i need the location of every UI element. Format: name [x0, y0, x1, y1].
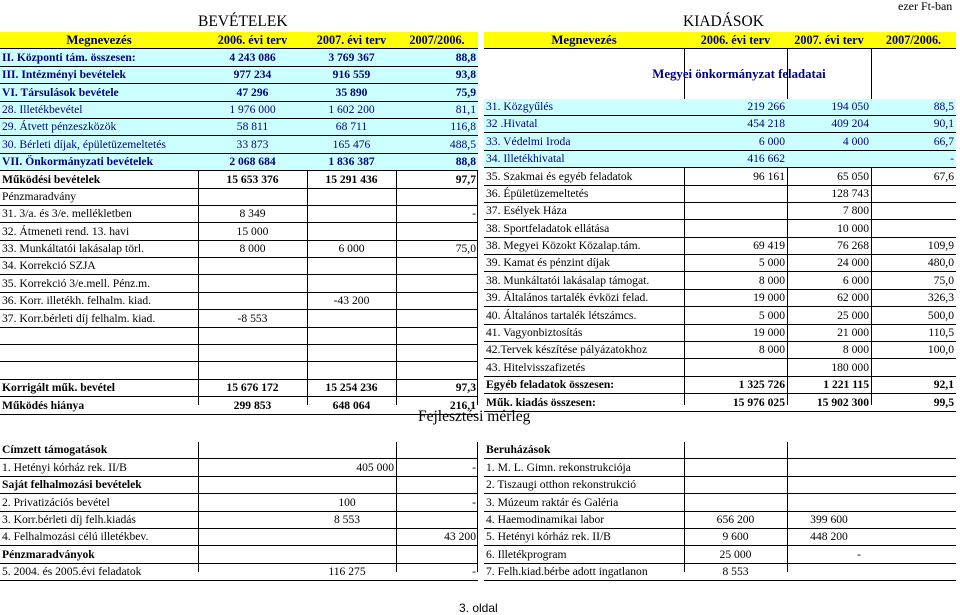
row-value-2006: 219 266 — [684, 99, 787, 116]
table-row — [484, 394, 956, 411]
table-row — [0, 118, 478, 135]
row-value-2007 — [787, 459, 871, 476]
page-number: 3. oldal — [459, 601, 498, 615]
table-row — [0, 66, 478, 83]
row-value-2007: 62 000 — [787, 289, 871, 306]
row-value-2006: 8 349 — [198, 205, 307, 222]
row-name: Korrigált műk. bevétel — [0, 379, 198, 396]
col-header-ratio: 2007/2006. — [396, 32, 478, 49]
table-row — [0, 528, 478, 545]
row-value-2007: -43 200 — [307, 292, 396, 309]
row-value-ratio: 92,1 — [871, 376, 956, 393]
row-value-2007 — [307, 188, 396, 205]
row-value-2007: 43 200 — [396, 528, 478, 545]
row-value-ratio: 67,6 — [871, 168, 956, 185]
row-value-2007: 1 221 115 — [787, 376, 871, 393]
row-value-2007: 128 743 — [787, 185, 871, 202]
row-name: 33. Védelmi Iroda — [484, 133, 684, 150]
row-value-2007: - — [396, 459, 478, 476]
row-value-2006: 1 325 726 — [684, 376, 787, 393]
row-value-2007: 10 000 — [787, 220, 871, 237]
row-value-ratio: 480,0 — [871, 255, 956, 272]
row-value-2006: 58 811 — [198, 118, 307, 135]
row-value-2007: 165 476 — [307, 136, 396, 153]
row-value-ratio — [396, 188, 478, 205]
col-header-ratio: 2007/2006. — [871, 32, 956, 49]
row-name: Saját felhalmozási bevételek — [0, 476, 298, 493]
row-value-ratio: 88,8 — [396, 49, 478, 66]
row-value-2006 — [298, 546, 396, 563]
row-value-2007: 6 000 — [787, 272, 871, 289]
row-name: 2. Privatizációs bevétel — [0, 494, 298, 511]
row-value-ratio: 109,9 — [871, 237, 956, 254]
row-value-ratio: 75,0 — [871, 272, 956, 289]
row-value-2007: 15 254 236 — [307, 379, 396, 396]
row-name: 3. Múzeum raktár és Galéria — [484, 494, 684, 511]
row-value-2006 — [684, 359, 787, 376]
row-value-ratio: 500,0 — [871, 307, 956, 324]
row-name: 1. M. L. Gimn. rekonstrukciója — [484, 459, 684, 476]
row-value-2006 — [198, 327, 307, 344]
table-row — [484, 494, 956, 511]
row-value-ratio — [396, 223, 478, 240]
row-value-2007: 8 000 — [787, 342, 871, 359]
table-row — [0, 362, 478, 379]
row-name: Műk. kiadás összesen: — [484, 394, 684, 411]
row-value-2006 — [684, 220, 787, 237]
row-value-2007: - — [396, 563, 478, 580]
row-value-2007 — [307, 310, 396, 327]
row-value-2007 — [396, 476, 478, 493]
row-name: 38. Sportfeladatok ellátása — [484, 220, 684, 237]
kiadasok-title: KIADÁSOK — [683, 13, 764, 30]
col-header-2007: 2007. évi terv — [307, 32, 396, 49]
row-value-2007 — [787, 150, 871, 167]
table-row — [484, 511, 956, 528]
row-value-2006: 100 — [298, 494, 396, 511]
row-value-2006: 416 662 — [684, 150, 787, 167]
table-row — [0, 397, 478, 414]
row-name: 7. Felh.kiad.bérbe adott ingatlanon — [484, 563, 684, 580]
row-name: III. Intézményi bevételek — [0, 66, 198, 83]
table-row — [484, 133, 956, 150]
row-value-2007: 4 000 — [787, 133, 871, 150]
row-name: 30. Bérleti díjak, épületüzemeltetés — [0, 136, 198, 153]
row-name: 4. Felhalmozási célú illetékbev. — [0, 528, 298, 545]
row-value-2006: 656 200 — [684, 511, 787, 528]
row-value-ratio: 97,3 — [396, 379, 478, 396]
table-row — [0, 310, 478, 327]
row-value-2007: - — [396, 494, 478, 511]
row-name: 37. Korr.bérleti díj felhalm. kiad. — [0, 310, 198, 327]
row-value-2006 — [684, 185, 787, 202]
row-value-2007: 409 204 — [787, 115, 871, 132]
table-row — [0, 101, 478, 118]
row-value-ratio — [396, 327, 478, 344]
table-row — [484, 307, 956, 324]
table-row — [484, 150, 956, 167]
table-row — [0, 205, 478, 222]
row-value-2007: 15 291 436 — [307, 171, 396, 188]
row-value-ratio: 93,8 — [396, 66, 478, 83]
row-value-2007 — [307, 362, 396, 379]
table-row — [484, 528, 956, 545]
row-name: II. Központi tám. összesen: — [0, 49, 198, 66]
row-name: 39. Kamat és pénzint díjak — [484, 255, 684, 272]
row-value-2006: 96 161 — [684, 168, 787, 185]
row-name: 38. Munkáltatói lakásalap támogat. — [484, 272, 684, 289]
table-row — [484, 376, 956, 393]
row-value-2006 — [198, 292, 307, 309]
table-row — [484, 99, 956, 116]
row-value-ratio: 116,8 — [396, 118, 478, 135]
row-name: Pénzmaradványok — [0, 546, 298, 563]
row-value-2007: 399 600 — [787, 511, 871, 528]
row-value-ratio: 97,7 — [396, 171, 478, 188]
row-value-ratio: 488,5 — [396, 136, 478, 153]
table-row — [0, 49, 478, 66]
row-value-2006: 6 000 — [684, 133, 787, 150]
table-row — [0, 327, 478, 344]
row-name: 31. Közgyűlés — [484, 99, 684, 116]
row-value-2006: 8 553 — [298, 511, 396, 528]
bevetelek-title: BEVÉTELEK — [198, 13, 288, 30]
table-row — [0, 546, 478, 563]
row-name: 3. Korr.bérleti díj felh.kiadás — [0, 511, 298, 528]
row-value-ratio: - — [871, 150, 956, 167]
row-value-ratio — [871, 359, 956, 376]
row-name: 37. Esélyek Háza — [484, 202, 684, 219]
table-row — [484, 168, 956, 185]
row-value-2006: 25 000 — [684, 546, 787, 563]
row-value-2006 — [684, 459, 787, 476]
row-value-2007 — [307, 327, 396, 344]
row-value-2006 — [198, 275, 307, 292]
row-value-2007: - — [787, 546, 871, 563]
row-name: Pénzmaradvány — [0, 188, 198, 205]
col-header-name: Megnevezés — [0, 32, 198, 49]
row-value-2006: 2 068 684 — [198, 153, 307, 170]
row-name: 32 .Hivatal — [484, 115, 684, 132]
row-value-2006 — [684, 442, 787, 459]
row-value-2007 — [396, 442, 478, 459]
row-value-2007: 1 602 200 — [307, 101, 396, 118]
row-value-2006: 9 600 — [684, 528, 787, 545]
fejlesztesi-right-table — [484, 442, 956, 581]
row-name: 39. Általános tartalék évközi felad. — [484, 289, 684, 306]
row-value-2006: 1 976 000 — [198, 101, 307, 118]
row-name: Beruházások — [484, 442, 684, 459]
table-row — [484, 459, 956, 476]
row-value-2006: 69 419 — [684, 237, 787, 254]
row-value-2006: 15 676 172 — [198, 379, 307, 396]
row-value-2007: 448 200 — [787, 528, 871, 545]
row-value-ratio: 75,0 — [396, 240, 478, 257]
row-value-2006: 299 853 — [198, 397, 307, 414]
row-value-2006 — [298, 442, 396, 459]
col-header-2007: 2007. évi terv — [787, 32, 871, 49]
row-name: 5. Hetényi kórház rek. II/B — [484, 528, 684, 545]
row-name — [0, 345, 198, 362]
row-value-ratio: 88,8 — [396, 153, 478, 170]
row-name: 1. Hetényi kórház rek. II/B — [0, 459, 298, 476]
row-value-2006: 15 653 376 — [198, 171, 307, 188]
row-value-2006: 8 553 — [684, 563, 787, 580]
kiadasok-table — [484, 32, 956, 412]
row-value-2006: 977 234 — [198, 66, 307, 83]
row-value-2007 — [307, 345, 396, 362]
subheader-megyei: Megyei önkormányzat feladatai — [652, 67, 826, 82]
row-value-2007: 68 711 — [307, 118, 396, 135]
row-value-ratio: 216,1 — [396, 397, 478, 414]
row-name: 34. Korrekció SZJA — [0, 258, 198, 275]
row-value-2006: 15 000 — [198, 223, 307, 240]
row-name: 5. 2004. és 2005.évi feladatok — [0, 563, 298, 580]
fejlesztesi-merleg-title: Fejlesztési mérleg — [418, 408, 531, 425]
currency-unit: ezer Ft-ban — [898, 0, 953, 13]
row-name: 35. Korrekció 3/e.mell. Pénz.m. — [0, 275, 198, 292]
row-name: VII. Önkormányzati bevételek — [0, 153, 198, 170]
row-name: 40. Általános tartalék létszámcs. — [484, 307, 684, 324]
row-name — [0, 327, 198, 344]
row-value-ratio — [871, 202, 956, 219]
row-name — [0, 362, 198, 379]
row-value-2006: 5 000 — [684, 255, 787, 272]
row-name: 32. Átmeneti rend. 13. havi — [0, 223, 198, 240]
row-value-2007: 25 000 — [787, 307, 871, 324]
table-row — [484, 185, 956, 202]
table-row — [0, 292, 478, 309]
row-value-ratio — [396, 345, 478, 362]
row-value-2007: 76 268 — [787, 237, 871, 254]
row-value-2007 — [787, 476, 871, 493]
row-value-2006 — [198, 188, 307, 205]
left-header-row — [0, 32, 478, 49]
row-value-2006: 116 275 — [298, 563, 396, 580]
row-value-2007: 3 769 367 — [307, 49, 396, 66]
table-row — [484, 342, 956, 359]
row-value-2007 — [307, 223, 396, 240]
row-value-2007 — [396, 546, 478, 563]
table-row — [0, 153, 478, 170]
row-value-2006: 47 296 — [198, 84, 307, 101]
table-row — [0, 275, 478, 292]
table-row — [0, 136, 478, 153]
fejlesztesi-left-table — [0, 442, 478, 581]
row-value-2006 — [198, 345, 307, 362]
row-value-2006: 15 976 025 — [684, 394, 787, 411]
row-value-ratio: 99,5 — [871, 394, 956, 411]
row-name: 36. Épületüzemeltetés — [484, 185, 684, 202]
table-row — [0, 84, 478, 101]
row-value-ratio — [871, 185, 956, 202]
col-header-2006: 2006. évi terv — [198, 32, 307, 49]
row-name: Működési bevételek — [0, 171, 198, 188]
table-row — [484, 289, 956, 306]
row-value-2006: 454 218 — [684, 115, 787, 132]
row-value-2007 — [787, 442, 871, 459]
row-value-ratio — [396, 258, 478, 275]
right-header-row — [484, 32, 956, 49]
row-name: 34. Illetékhivatal — [484, 150, 684, 167]
row-name: 31. 3/a. és 3/e. mellékletben — [0, 205, 198, 222]
row-name: 38. Megyei Közokt Közalap.tám. — [484, 237, 684, 254]
row-value-2007 — [787, 494, 871, 511]
row-value-2007: 21 000 — [787, 324, 871, 341]
row-value-2007: 65 050 — [787, 168, 871, 185]
row-value-2007: 24 000 — [787, 255, 871, 272]
row-value-ratio: 75,9 — [396, 84, 478, 101]
row-value-2006 — [198, 258, 307, 275]
table-row — [0, 188, 478, 205]
row-value-2006 — [684, 494, 787, 511]
row-value-2006 — [298, 528, 396, 545]
row-value-ratio: 90,1 — [871, 115, 956, 132]
row-value-2006: 4 243 086 — [198, 49, 307, 66]
table-row — [0, 511, 478, 528]
table-row — [0, 345, 478, 362]
row-name: 42.Tervek készítése pályázatokhoz — [484, 342, 684, 359]
table-row — [484, 115, 956, 132]
row-value-2006: 19 000 — [684, 289, 787, 306]
table-row — [0, 258, 478, 275]
table-row — [0, 563, 478, 580]
row-value-ratio — [396, 362, 478, 379]
row-value-2007: 35 890 — [307, 84, 396, 101]
table-row — [484, 324, 956, 341]
table-row — [0, 223, 478, 240]
row-value-2007: 7 800 — [787, 202, 871, 219]
row-value-2007: 180 000 — [787, 359, 871, 376]
row-value-2007 — [307, 275, 396, 292]
row-value-2006: 19 000 — [684, 324, 787, 341]
row-name: Címzett támogatások — [0, 442, 298, 459]
row-value-2006: 405 000 — [298, 459, 396, 476]
row-value-ratio: 110,5 — [871, 324, 956, 341]
row-value-ratio: - — [396, 205, 478, 222]
row-name: 28. Illetékbevétel — [0, 101, 198, 118]
table-row — [0, 171, 478, 188]
row-value-2006: 33 873 — [198, 136, 307, 153]
row-value-ratio: 66,7 — [871, 133, 956, 150]
bevetelek-table — [0, 32, 478, 415]
subheader-row — [484, 66, 956, 82]
row-name: 2. Tiszaugi otthon rekonstrukció — [484, 476, 684, 493]
row-value-ratio: 88,5 — [871, 99, 956, 116]
row-value-2006 — [198, 362, 307, 379]
row-name: Egyéb feladatok összesen: — [484, 376, 684, 393]
table-row — [484, 563, 956, 580]
table-row — [484, 476, 956, 493]
table-row — [484, 272, 956, 289]
row-value-2006: 8 000 — [198, 240, 307, 257]
row-value-ratio: 326,3 — [871, 289, 956, 306]
col-header-2006: 2006. évi terv — [684, 32, 787, 49]
table-row — [484, 442, 956, 459]
row-value-2006: 8 000 — [684, 272, 787, 289]
row-name: Működés hiánya — [0, 397, 198, 414]
col-header-name: Megnevezés — [484, 32, 684, 49]
table-row — [484, 255, 956, 272]
table-row — [484, 220, 956, 237]
row-value-2006: 5 000 — [684, 307, 787, 324]
row-name: 41. Vagyonbiztosítás — [484, 324, 684, 341]
table-row — [484, 202, 956, 219]
table-row — [0, 240, 478, 257]
table-row — [0, 379, 478, 396]
row-value-2006: -8 553 — [198, 310, 307, 327]
row-value-2007 — [307, 258, 396, 275]
row-value-2007 — [307, 205, 396, 222]
row-value-2007 — [396, 511, 478, 528]
table-row — [0, 476, 478, 493]
row-name: VI. Társulások bevétele — [0, 84, 198, 101]
row-value-ratio — [396, 292, 478, 309]
row-value-2007: 916 559 — [307, 66, 396, 83]
row-value-2007: 1 836 387 — [307, 153, 396, 170]
row-value-2006 — [298, 476, 396, 493]
table-row — [484, 546, 956, 563]
row-value-ratio: 81,1 — [396, 101, 478, 118]
table-row — [0, 459, 478, 476]
row-value-ratio — [871, 220, 956, 237]
table-row — [0, 494, 478, 511]
row-value-2006 — [684, 202, 787, 219]
table-row — [484, 359, 956, 376]
row-value-2006: 8 000 — [684, 342, 787, 359]
row-value-2007: 648 064 — [307, 397, 396, 414]
row-name: 29. Átvett pénzeszközök — [0, 118, 198, 135]
row-name: 33. Munkáltatói lakásalap törl. — [0, 240, 198, 257]
row-name: 6. Illetékprogram — [484, 546, 684, 563]
row-value-2007: 194 050 — [787, 99, 871, 116]
row-name: 36. Korr. illetékh. felhalm. kiad. — [0, 292, 198, 309]
row-value-2007 — [787, 563, 871, 580]
row-value-ratio: 100,0 — [871, 342, 956, 359]
row-value-ratio — [396, 310, 478, 327]
row-name: 35. Szakmai és egyéb feladatok — [484, 168, 684, 185]
row-value-2007: 6 000 — [307, 240, 396, 257]
row-value-ratio — [396, 275, 478, 292]
table-row — [484, 237, 956, 254]
row-name: 4. Haemodinamikai labor — [484, 511, 684, 528]
row-name: 43. Hitelvisszafizetés — [484, 359, 684, 376]
row-value-2006 — [684, 476, 787, 493]
row-value-2007: 15 902 300 — [787, 394, 871, 411]
table-row — [0, 442, 478, 459]
